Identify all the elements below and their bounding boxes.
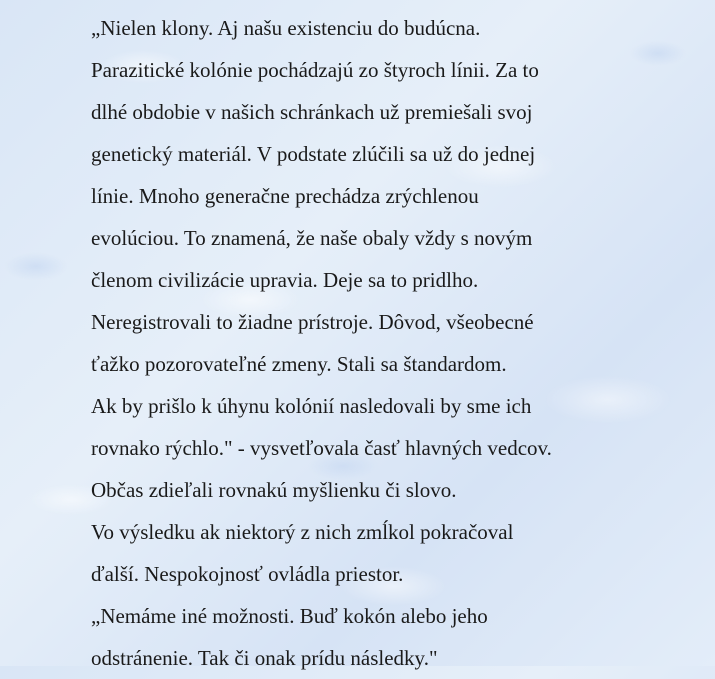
text-line: členom civilizácie upravia. Deje sa to pridlho. [91,268,479,292]
text-line: genetický materiál. V podstate zlúčili sa už do jednej [91,142,536,166]
text-line: ťažko pozorovateľné zmeny. Stali sa štandardom. [91,352,507,376]
text-line: Neregistrovali to žiadne prístroje. Dôvod, všeobecné [91,310,534,334]
text-line: odstránenie. Tak či onak prídu následky." [91,646,438,670]
text-line: Ak by prišlo k úhynu kolónií nasledovali by sme ich [91,394,532,418]
text-line: Parazitické kolónie pochádzajú zo štyroch línii. Za to [91,58,539,82]
text-line: Vo výsledku ak niektorý z nich zmĺkol pokračoval [91,520,514,544]
text-line: rovnako rýchlo." - vysvetľovala časť hlavných vedcov. [91,436,552,460]
text-line: „Nemáme iné možnosti. Buď kokón alebo jeho [91,604,488,628]
text-line: Občas zdieľali rovnakú myšlienku či slovo. [91,478,457,502]
text-line: dlhé obdobie v našich schránkach už premiešali svoj [91,100,533,124]
document-body [91,7,691,679]
text-line: „Nielen klony. Aj našu existenciu do budúcna. [91,16,481,40]
text-line: ďalší. Nespokojnosť ovládla priestor. [91,562,404,586]
text-line: línie. Mnoho generačne prechádza zrýchlenou [91,184,479,208]
text-line: evolúciou. To znamená, že naše obaly vždy s novým [91,226,533,250]
